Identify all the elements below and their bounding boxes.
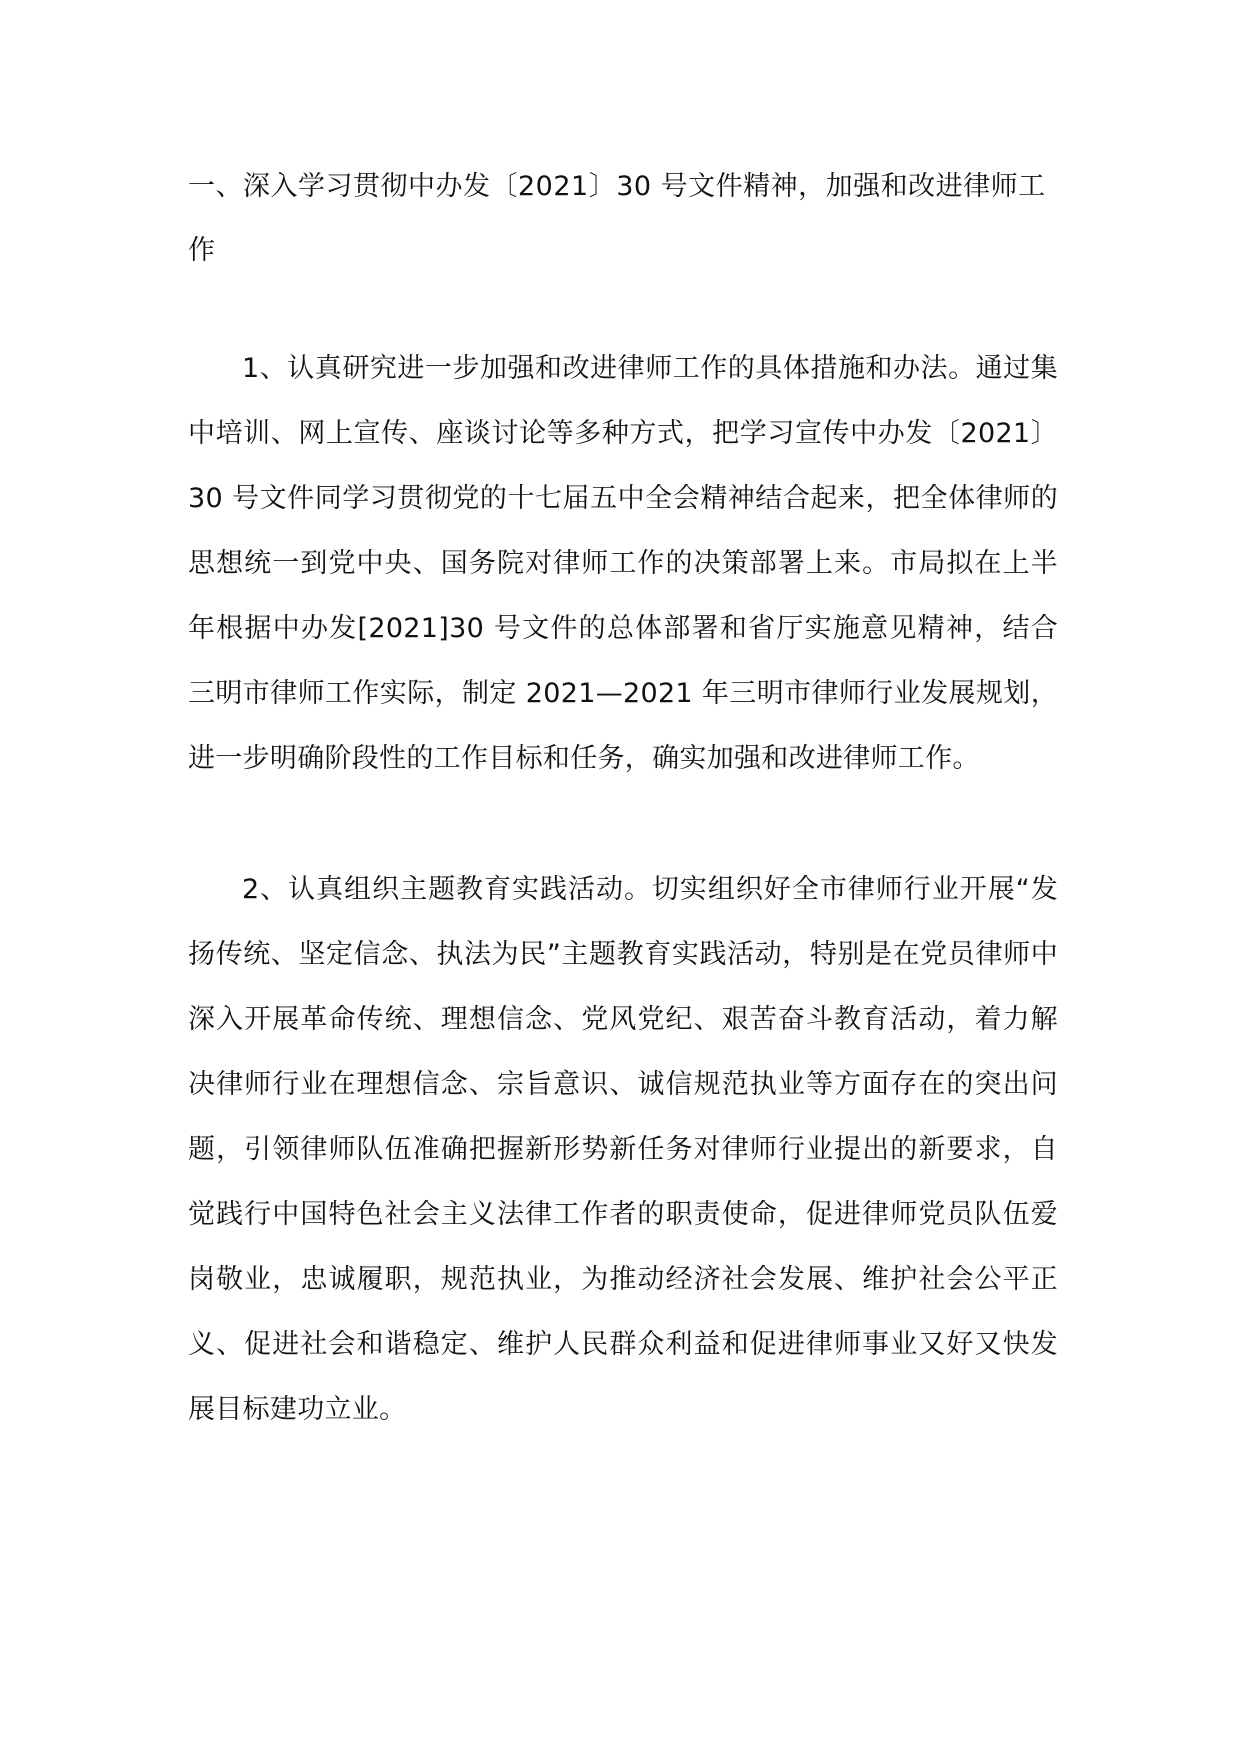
paragraph-1: 1、认真研究进一步加强和改进律师工作的具体措施和办法。通过集中培训、网上宣传、座谈讨论等多种方式，把学习宣传中办发〔2021〕30 号文件同学习贯彻党的十七届五中全会精神结合起来，把全体律师的思想统一到党中央、国务院对律师工作的决策部署上来。市局拟在上半年根据中办发[2021]30 号文件的总体部署和省厅实施意见精神，结合三明市律师工作实际，制定 2021—2021 年三明市律师行业发展规划，进一步明确阶段性的工作目标和任务，确实加强和改进律师工作。 <box>188 353 1058 774</box>
paragraph-2: 2、认真组织主题教育实践活动。切实组织好全市律师行业开展“发扬传统、坚定信念、执法为民”主题教育实践活动，特别是在党员律师中深入开展革命传统、理想信念、党风党纪、艰苦奋斗教育活动，着力解决律师行业在理想信念、宗旨意识、诚信规范执业等方面存在的突出问题，引领律师队伍准确把握新形势新任务对律师行业提出的新要求，自觉践行中国特色社会主义法律工作者的职责使命，促进律师党员队伍爱岗敬业，忠诚履职，规范执业，为推动经济社会发展、维护社会公平正义、促进社会和谐稳定、维护人民群众利益和促进律师事业又好又快发展目标建功立业。 <box>188 874 1058 1425</box>
document-body <box>188 155 1058 1442</box>
section-heading: 一、深入学习贯彻中办发〔2021〕30 号文件精神，加强和改进律师工作 <box>188 171 1046 266</box>
